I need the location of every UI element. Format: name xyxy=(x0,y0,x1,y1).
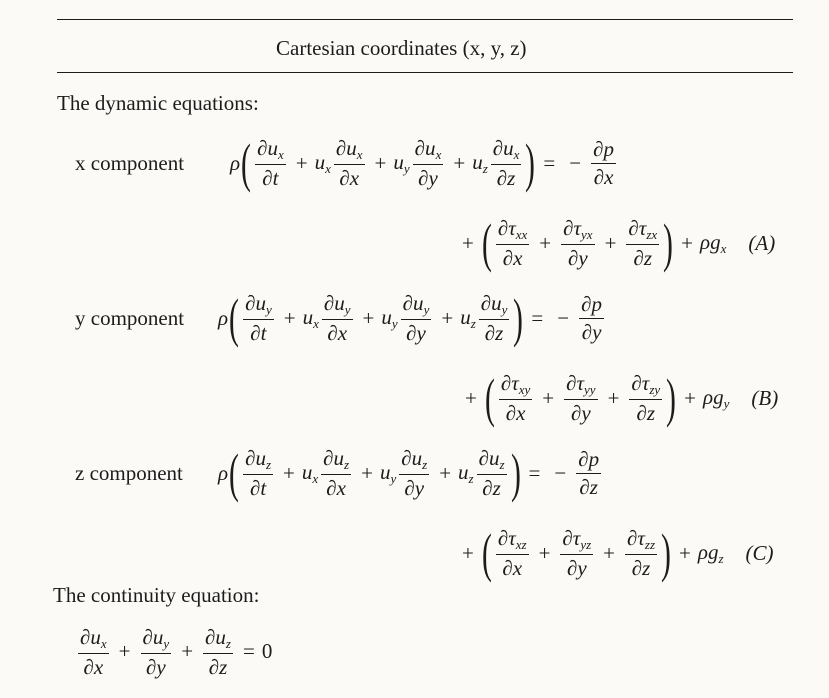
coefficient: $u_x$ xyxy=(302,304,319,331)
parenthesis: ( xyxy=(241,133,252,193)
fraction-term-s3: $\frac{\partial\tau_{zz}}{\partial z}$ xyxy=(627,526,656,580)
gravity-term: $\rho g_x$ xyxy=(700,229,727,256)
coefficient: $u_z$ xyxy=(460,304,476,331)
parenthesis: ( xyxy=(229,288,240,348)
operator: + xyxy=(538,540,551,565)
parenthesis: ( xyxy=(484,368,495,428)
parenthesis: ( xyxy=(229,443,240,503)
y-stress-terms xyxy=(458,368,779,428)
x-stress-terms xyxy=(455,213,776,273)
z-stress-terms xyxy=(455,523,774,583)
fraction-term-3: $\frac{\partial u_z}{\partial z}$ xyxy=(478,446,505,500)
table-header: Cartesian coordinates (x, y, z) xyxy=(276,36,527,60)
operator: + xyxy=(441,305,454,330)
fraction-term-0: $\frac{\partial u_x}{\partial x}$ xyxy=(80,625,107,679)
operator: + xyxy=(679,540,691,565)
x-component-label: x component xyxy=(75,151,185,175)
operator: + xyxy=(118,639,131,664)
operator: + xyxy=(374,150,387,175)
parenthesis: ) xyxy=(513,288,524,348)
operator: − xyxy=(557,305,570,330)
top-rule xyxy=(57,19,793,20)
fraction-term-2: $\frac{\partial u_y}{\partial y}$ xyxy=(402,291,430,345)
parenthesis: ) xyxy=(510,443,521,503)
operator: + xyxy=(462,540,474,565)
fraction-term-3: $\frac{\partial u_x}{\partial z}$ xyxy=(492,136,520,190)
operator: = xyxy=(543,150,556,175)
coefficient: $u_y$ xyxy=(379,459,397,486)
coefficient: $u_x$ xyxy=(301,459,319,486)
coefficient: $u_y$ xyxy=(393,149,410,176)
operator: − xyxy=(569,150,582,175)
operator: + xyxy=(542,385,555,410)
fraction-term-1: $\frac{\partial u_y}{\partial x}$ xyxy=(323,291,351,345)
operator: + xyxy=(453,150,466,175)
operator: = xyxy=(531,305,544,330)
operator: + xyxy=(539,230,552,255)
coefficient: $u_z$ xyxy=(458,459,474,486)
operator: + xyxy=(439,460,452,485)
equation-tag: (C) xyxy=(745,540,774,565)
continuity-equation-heading: The continuity equation: xyxy=(53,583,260,607)
fraction-term-p: $\frac{\partial p}{\partial x}$ xyxy=(593,137,614,189)
rho-symbol: ρ xyxy=(218,460,229,485)
operator: + xyxy=(462,230,474,255)
continuity-equation xyxy=(75,626,272,678)
fraction-term-1: $\frac{\partial u_y}{\partial y}$ xyxy=(142,625,170,679)
operator: = xyxy=(528,460,541,485)
z-component-label: z component xyxy=(75,461,183,485)
fraction-term-0: $\frac{\partial u_x}{\partial t}$ xyxy=(257,136,284,190)
operator: = xyxy=(242,639,255,664)
coefficient: $u_x$ xyxy=(314,149,331,176)
gravity-term: $\rho g_y$ xyxy=(703,384,730,411)
y-component-label: y component xyxy=(75,306,185,330)
coefficient: $u_y$ xyxy=(381,304,398,331)
rho-symbol: ρ xyxy=(218,305,229,330)
operator: − xyxy=(554,460,567,485)
header-rule xyxy=(57,72,793,73)
y-momentum-equation xyxy=(218,288,607,348)
x-momentum-equation xyxy=(230,133,619,193)
fraction-term-p: $\frac{\partial p}{\partial y}$ xyxy=(581,292,602,344)
fraction-term-p: $\frac{\partial p}{\partial z}$ xyxy=(578,447,600,499)
operator: + xyxy=(181,639,194,664)
fraction-term-s3: $\frac{\partial\tau_{zx}}{\partial z}$ xyxy=(628,216,658,270)
gravity-term: $\rho g_z$ xyxy=(697,539,724,566)
fraction-term-0: $\frac{\partial u_y}{\partial t}$ xyxy=(245,291,272,345)
fraction-term-s1: $\frac{\partial\tau_{xz}}{\partial x}$ xyxy=(497,526,527,580)
parenthesis: ( xyxy=(481,523,492,583)
fraction-term-s1: $\frac{\partial\tau_{xy}}{\partial x}$ xyxy=(500,371,531,425)
operator: + xyxy=(604,230,617,255)
fraction-term-s1: $\frac{\partial\tau_{xx}}{\partial x}$ xyxy=(497,216,528,270)
operator: + xyxy=(283,460,295,485)
parenthesis: ) xyxy=(661,523,671,583)
z-momentum-equation xyxy=(218,443,604,503)
equation-tag: (A) xyxy=(748,230,776,255)
fraction-term-2: $\frac{\partial u_x}{\partial y}$ xyxy=(414,136,442,190)
operator: + xyxy=(681,230,693,255)
operator: + xyxy=(283,305,296,330)
coefficient: $u_z$ xyxy=(472,149,488,176)
fraction-term-2: $\frac{\partial u_z}{\partial y}$ xyxy=(401,446,428,500)
operator: + xyxy=(603,540,616,565)
parenthesis: ) xyxy=(525,133,536,193)
operator: + xyxy=(361,460,373,485)
fraction-term-1: $\frac{\partial u_z}{\partial x}$ xyxy=(323,446,350,500)
parenthesis: ) xyxy=(666,368,677,428)
equation-tag: (B) xyxy=(751,385,779,410)
operator: + xyxy=(465,385,477,410)
fraction-term-0: $\frac{\partial u_z}{\partial t}$ xyxy=(245,446,272,500)
continuity-rhs: 0 xyxy=(261,639,273,664)
fraction-term-s2: $\frac{\partial\tau_{yz}}{\partial y}$ xyxy=(562,526,592,580)
parenthesis: ( xyxy=(481,213,492,273)
fraction-term-s3: $\frac{\partial\tau_{zy}}{\partial z}$ xyxy=(631,371,661,425)
fraction-term-s2: $\frac{\partial\tau_{yx}}{\partial y}$ xyxy=(563,216,593,270)
operator: + xyxy=(295,150,308,175)
fraction-term-2: $\frac{\partial u_z}{\partial z}$ xyxy=(205,625,231,679)
rho-symbol: ρ xyxy=(230,150,241,175)
operator: + xyxy=(362,305,375,330)
operator: + xyxy=(607,385,620,410)
operator: + xyxy=(684,385,696,410)
dynamic-equations-heading: The dynamic equations: xyxy=(57,91,259,115)
parenthesis: ) xyxy=(663,213,674,273)
fraction-term-3: $\frac{\partial u_y}{\partial z}$ xyxy=(480,291,508,345)
fraction-term-1: $\frac{\partial u_x}{\partial x}$ xyxy=(335,136,363,190)
fraction-term-s2: $\frac{\partial\tau_{yy}}{\partial y}$ xyxy=(566,371,596,425)
